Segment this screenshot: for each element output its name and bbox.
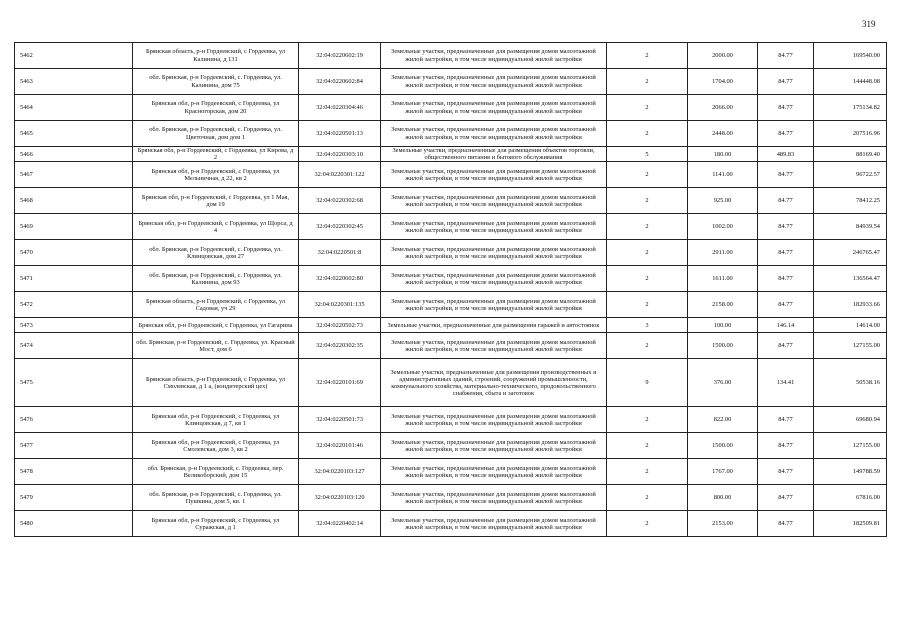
area-cell: 1500.00 [688,333,758,359]
land-use-cell: Земельные участки, предназначенные для размещения домов малоэтажной жилой застройки, в том числе индивидуальной жилой застройки [381,188,607,214]
rate-cell: 84.77 [758,162,814,188]
area-cell: 1767.00 [688,459,758,485]
row-number: 5470 [15,240,133,266]
table-row [15,240,887,266]
land-use-cell: Земельные участки, предназначенные для размещения домов малоэтажной жилой застройки, в том числе индивидуальной жилой застройки [381,43,607,69]
address-cell: Брянская обл, р-н Гордеевский, с Гордеевка, ул Красногорская, дом 20 [133,95,299,121]
address-cell: Брянская область, р-н Гордеевский, с Гордеевка, ул Смолевская, д 1 а, (кондитерский цех) [133,359,299,407]
land-use-cell: Земельные участки, предназначенные для размещения домов малоэтажной жилой застройки, в том числе индивидуальной жилой застройки [381,511,607,537]
land-use-cell: Земельные участки, предназначенные для размещения домов малоэтажной жилой застройки, в том числе индивидуальной жилой застройки [381,240,607,266]
area-cell: 2911.00 [688,240,758,266]
cadastral-value-cell: 78412.25 [814,188,887,214]
table-row [15,214,887,240]
land-use-cell: Земельные участки, предназначенные для размещения домов малоэтажной жилой застройки, в том числе индивидуальной жилой застройки [381,214,607,240]
rate-cell: 84.77 [758,407,814,433]
row-number: 5467 [15,162,133,188]
cadastral-value-cell: 127155.00 [814,333,887,359]
row-number: 5474 [15,333,133,359]
table-row [15,485,887,511]
cadastral-value-cell: 246765.47 [814,240,887,266]
page-number: 319 [862,19,876,29]
table-row [15,121,887,147]
address-cell: Брянская обл, р-н Гордеевский, с Гордеевка, ул Суражская, д 1 [133,511,299,537]
group-code-cell: 2 [607,266,688,292]
row-number: 5462 [15,43,133,69]
row-number: 5465 [15,121,133,147]
group-code-cell: 5 [607,147,688,162]
address-cell: Брянская обл, р-н Гордеевский, с Гордеевка, ул Кирова, д 2 [133,147,299,162]
rate-cell: 84.77 [758,266,814,292]
cadastral-number-cell: 32:04:0220501:73 [299,407,381,433]
land-use-cell: Земельные участки, предназначенные для размещения домов малоэтажной жилой застройки, в том числе индивидуальной жилой застройки [381,121,607,147]
cadastral-value-cell: 175134.82 [814,95,887,121]
group-code-cell: 2 [607,511,688,537]
row-number: 5475 [15,359,133,407]
address-cell: обл. Брянская, р-н Гордеевский, с. Гордеевка, ул. Клинцовская, дом 27 [133,240,299,266]
area-cell: 376.00 [688,359,758,407]
address-cell: Брянская область, р-н Гордеевский, с Гордеевка, ул Садовая, уч 29 [133,292,299,318]
address-cell: обл. Брянская, р-н Гордеевский, с. Гордеевка, ул. Красный Мост, дом 6 [133,333,299,359]
register-body [15,43,887,537]
cadastral-value-cell: 169540.00 [814,43,887,69]
rate-cell: 84.77 [758,485,814,511]
rate-cell: 84.77 [758,433,814,459]
table-row [15,292,887,318]
table-row [15,188,887,214]
land-use-cell: Земельные участки, предназначенные для размещения объектов торговли, общественного питания и бытового обслуживания [381,147,607,162]
cadastral-number-cell: 32:04:0220502:73 [299,318,381,333]
address-cell: обл. Брянская, р-н Гордеевский, с. Гордеевка, пер. Великоборский, дом 15 [133,459,299,485]
row-number: 5477 [15,433,133,459]
group-code-cell: 3 [607,318,688,333]
table-row [15,433,887,459]
row-number: 5478 [15,459,133,485]
group-code-cell: 2 [607,188,688,214]
cadastral-number-cell: 32:04:0220501:8 [299,240,381,266]
group-code-cell: 2 [607,485,688,511]
table-row [15,162,887,188]
area-cell: 100.00 [688,318,758,333]
land-use-cell: Земельные участки, предназначенные для размещения домов малоэтажной жилой застройки, в том числе индивидуальной жилой застройки [381,459,607,485]
row-number: 5469 [15,214,133,240]
area-cell: 180.00 [688,147,758,162]
cadastral-value-cell: 96722.57 [814,162,887,188]
area-cell: 1500.00 [688,433,758,459]
land-use-cell: Земельные участки, предназначенные для размещения домов малоэтажной жилой застройки, в том числе индивидуальной жилой застройки [381,266,607,292]
cadastral-number-cell: 32:04:0220501:13 [299,121,381,147]
area-cell: 822.00 [688,407,758,433]
cadastral-number-cell: 32:04:0220302:45 [299,214,381,240]
address-cell: обл. Брянская, р-н Гордеевский, с. Гордеевка, ул. Калинина, дом 93 [133,266,299,292]
area-cell: 2000.00 [688,43,758,69]
address-cell: обл. Брянская, р-н Гордеевский, с. Гордеевка, ул. Пушкина, дом 5, кв. 1 [133,485,299,511]
group-code-cell: 2 [607,69,688,95]
land-use-cell: Земельные участки, предназначенные для размещения домов малоэтажной жилой застройки, в том числе индивидуальной жилой застройки [381,485,607,511]
table-row [15,69,887,95]
cadastral-number-cell: 32:04:0220101:46 [299,433,381,459]
area-cell: 1141.00 [688,162,758,188]
cadastral-number-cell: 32:04:0220301:122 [299,162,381,188]
area-cell: 1704.00 [688,69,758,95]
cadastral-value-cell: 182933.66 [814,292,887,318]
cadastral-number-cell: 32:04:0220602:19 [299,43,381,69]
land-register-table [14,42,887,537]
cadastral-value-cell: 14614.00 [814,318,887,333]
address-cell: Брянская обл, р-н Гордеевский, с Гордеевка, ул Клинцовская, д 7, кв 1 [133,407,299,433]
rate-cell: 134.41 [758,359,814,407]
group-code-cell: 2 [607,459,688,485]
cadastral-number-cell: 32:04:0220302:68 [299,188,381,214]
address-cell: Брянская обл, р-н Гордеевский, с Гордеевка, ул Смолевская, дом 3, кв 2 [133,433,299,459]
row-number: 5476 [15,407,133,433]
rate-cell: 489.83 [758,147,814,162]
row-number: 5464 [15,95,133,121]
cadastral-value-cell: 149788.59 [814,459,887,485]
land-use-cell: Земельные участки, предназначенные для размещения домов малоэтажной жилой застройки, в том числе индивидуальной жилой застройки [381,162,607,188]
cadastral-number-cell: 32:04:0220302:35 [299,333,381,359]
land-use-cell: Земельные участки, предназначенные для размещения домов малоэтажной жилой застройки, в том числе индивидуальной жилой застройки [381,333,607,359]
address-cell: Брянская обл, р-н Гордеевский, с Гордеевка, ул Гагарина [133,318,299,333]
area-cell: 1002.00 [688,214,758,240]
table-row [15,95,887,121]
land-use-cell: Земельные участки, предназначенные для размещения гаражей и автостоянок [381,318,607,333]
group-code-cell: 9 [607,359,688,407]
group-code-cell: 2 [607,214,688,240]
cadastral-number-cell: 32:04:0220303:10 [299,147,381,162]
table-row [15,333,887,359]
land-use-cell: Земельные участки, предназначенные для размещения производственных и административных зданий, строений, сооружений промышленности, коммунального хозяйства, материально-технического, продовольственного снабжения, сбыта и заготовок [381,359,607,407]
cadastral-value-cell: 88169.40 [814,147,887,162]
area-cell: 2066.00 [688,95,758,121]
rate-cell: 84.77 [758,511,814,537]
rate-cell: 84.77 [758,69,814,95]
cadastral-value-cell: 84939.54 [814,214,887,240]
address-cell: Брянская обл, р-н Гордеевский, с Гордеевка, ул Мельничная, д 22, кв 2 [133,162,299,188]
rate-cell: 84.77 [758,121,814,147]
cadastral-value-cell: 50538.16 [814,359,887,407]
cadastral-number-cell: 32:04:0220301:135 [299,292,381,318]
row-number: 5468 [15,188,133,214]
rate-cell: 84.77 [758,459,814,485]
area-cell: 2158.00 [688,292,758,318]
group-code-cell: 2 [607,121,688,147]
row-number: 5466 [15,147,133,162]
cadastral-value-cell: 207516.96 [814,121,887,147]
land-use-cell: Земельные участки, предназначенные для размещения домов малоэтажной жилой застройки, в том числе индивидуальной жилой застройки [381,407,607,433]
group-code-cell: 2 [607,162,688,188]
rate-cell: 84.77 [758,214,814,240]
land-use-cell: Земельные участки, предназначенные для размещения домов малоэтажной жилой застройки, в том числе индивидуальной жилой застройки [381,69,607,95]
area-cell: 2448.00 [688,121,758,147]
land-use-cell: Земельные участки, предназначенные для размещения домов малоэтажной жилой застройки, в том числе индивидуальной жилой застройки [381,292,607,318]
table-row [15,43,887,69]
rate-cell: 84.77 [758,188,814,214]
land-use-cell: Земельные участки, предназначенные для размещения домов малоэтажной жилой застройки, в том числе индивидуальной жилой застройки [381,433,607,459]
group-code-cell: 2 [607,240,688,266]
cadastral-number-cell: 32:04:0220602:84 [299,69,381,95]
cadastral-number-cell: 32:04:0220103:127 [299,459,381,485]
group-code-cell: 2 [607,292,688,318]
row-number: 5471 [15,266,133,292]
cadastral-number-cell: 32:04:0220304:46 [299,95,381,121]
cadastral-number-cell: 32:04:0220103:120 [299,485,381,511]
cadastral-value-cell: 144448.08 [814,69,887,95]
land-use-cell: Земельные участки, предназначенные для размещения домов малоэтажной жилой застройки, в том числе индивидуальной жилой застройки [381,95,607,121]
area-cell: 925.00 [688,188,758,214]
rate-cell: 146.14 [758,318,814,333]
row-number: 5473 [15,318,133,333]
cadastral-value-cell: 69680.94 [814,407,887,433]
cadastral-value-cell: 127155.00 [814,433,887,459]
rate-cell: 84.77 [758,43,814,69]
area-cell: 1611.00 [688,266,758,292]
rate-cell: 84.77 [758,292,814,318]
cadastral-value-cell: 67816.00 [814,485,887,511]
cadastral-number-cell: 32:04:0220602:80 [299,266,381,292]
row-number: 5479 [15,485,133,511]
group-code-cell: 2 [607,333,688,359]
row-number: 5480 [15,511,133,537]
table-row [15,318,887,333]
rate-cell: 84.77 [758,95,814,121]
group-code-cell: 2 [607,95,688,121]
table-row [15,266,887,292]
table-row [15,407,887,433]
address-cell: обл. Брянская, р-н Гордеевский, с. Гордеевка, ул. Калинина, дом 75 [133,69,299,95]
table-row [15,459,887,485]
area-cell: 2153.00 [688,511,758,537]
group-code-cell: 2 [607,407,688,433]
row-number: 5463 [15,69,133,95]
table-row [15,359,887,407]
table-row [15,511,887,537]
table-row [15,147,887,162]
group-code-cell: 2 [607,43,688,69]
cadastral-number-cell: 32:04:0220101:69 [299,359,381,407]
cadastral-number-cell: 32:04:0220402:14 [299,511,381,537]
address-cell: Брянская обл, р-н Гордеевский, с Гордеевка, ул Щорса, д 4 [133,214,299,240]
cadastral-value-cell: 136564.47 [814,266,887,292]
group-code-cell: 2 [607,433,688,459]
address-cell: Брянская область, р-н Гордеевский, с Гордеевка, ул Калинина, д 131 [133,43,299,69]
address-cell: обл. Брянская, р-н Гордеевский, с. Гордеевка, ул. Цветочная, дом дом 1 [133,121,299,147]
area-cell: 800.00 [688,485,758,511]
row-number: 5472 [15,292,133,318]
rate-cell: 84.77 [758,240,814,266]
rate-cell: 84.77 [758,333,814,359]
cadastral-value-cell: 182509.81 [814,511,887,537]
address-cell: Брянская обл, р-н Гордеевский, с Гордеевка, ул 1 Мая, дом 19 [133,188,299,214]
